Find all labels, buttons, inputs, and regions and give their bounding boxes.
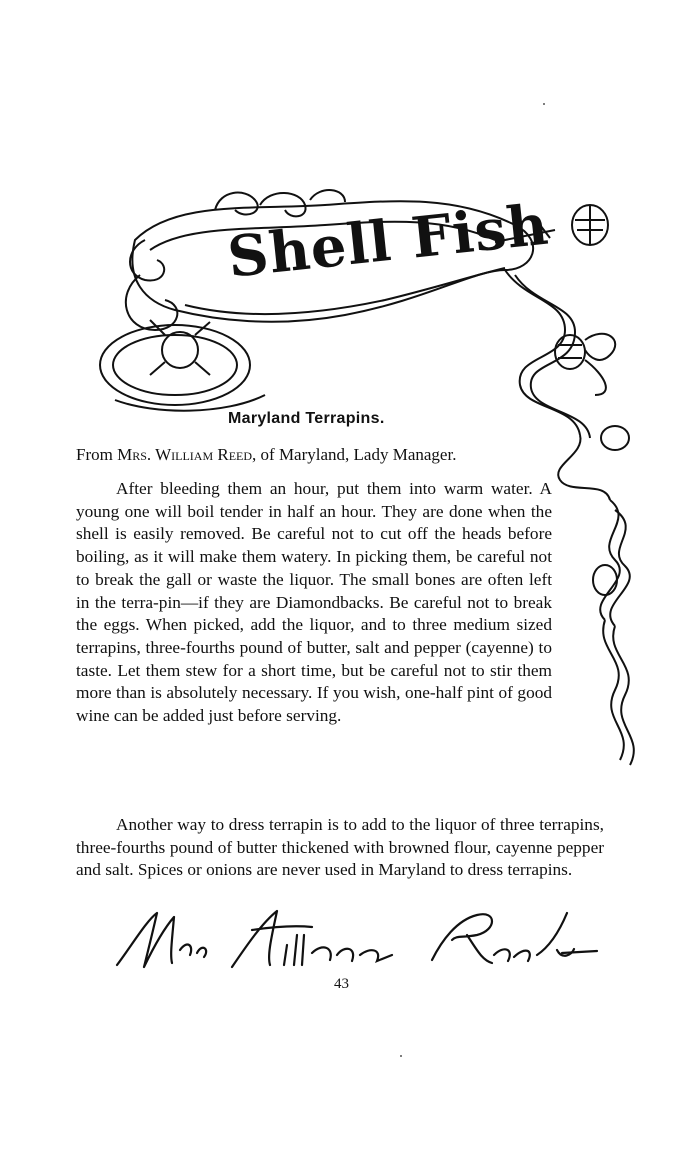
paragraph-2-text: Another way to dress terrapin is to add to the liquor of three terrapins, three-fourths pound of butter thickened with browned flour, cayenne pepper and salt. Spices or onions are never used in Maryland to dress terrapins. [76,815,604,880]
recipe-paragraph-1 [76,478,552,728]
credit-name: Mrs. William Reed, [117,445,257,464]
recipe-credit [76,445,456,465]
recipe-title: Maryland Terrapins. [228,410,385,427]
handwritten-signature [112,905,602,985]
credit-rest: of Maryland, Lady Manager. [260,445,457,464]
print-speck [543,103,545,105]
credit-from: From [76,445,113,464]
paragraph-1-text: After bleeding them an hour, put them into warm water. A young one will boil tender in half an hour. They are done when the shell is easily removed. Be careful not to cut off the heads before boiling, as it will make them watery. In picking them, be careful not to break the gall or waste the liquor. The small bones are often left in the terra-pin—if they are Diamondbacks. Be careful not to break the eggs. When picked, add the liquor, and to three medium sized terrapins, three-fourths pound of butter, salt and pepper (cayenne) to taste. Let them stew for a short time, but be careful not to stir them more than is absolutely necessary. If you wish, one-half pint of good wine can be added just before serving. [76,479,552,726]
print-speck [400,1055,402,1057]
page-number: 43 [334,976,349,992]
recipe-paragraph-2 [76,814,604,882]
shell-fish-heading-art: Shell Fish [224,191,552,291]
